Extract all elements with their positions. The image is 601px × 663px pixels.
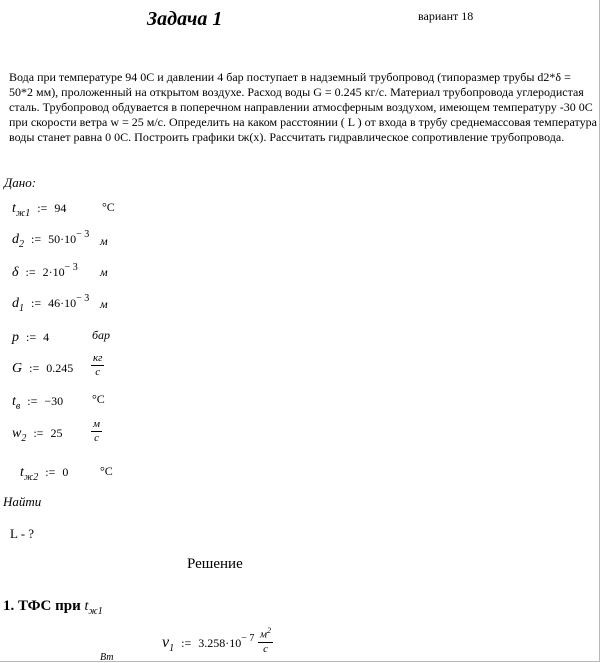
delta-unit: м	[100, 265, 108, 279]
given-delta: δ := $2\cdot 10^{- 3}$	[12, 262, 78, 280]
t-v-value: −30	[44, 394, 64, 408]
given-p: p := 4	[12, 330, 50, 345]
page-title: Задача 1	[147, 8, 223, 30]
t-v-unit: °C	[92, 392, 105, 406]
t-zh2-value: 0	[62, 465, 69, 479]
G-unit: $\frac{кг}{с}$	[93, 352, 103, 378]
d1-value: 46·10	[48, 296, 77, 310]
given-d2: $d_2$ := $50\cdot 10^{- 3}$	[12, 229, 90, 250]
given-label: Дано:	[4, 175, 37, 190]
given-t-zh1: $t_{ж1}$ := 94	[12, 201, 67, 219]
nu1-formula: $\nu_1$ := $3.258\cdot 10^{- 7}$	[162, 633, 255, 654]
section-1-heading: 1. ТФС при $t_{ж1}$	[3, 598, 103, 617]
t-zh1-value: 94	[54, 201, 67, 215]
p-value: 4	[43, 330, 50, 344]
w2-value: 25	[50, 426, 63, 440]
t-zh1-unit: °C	[102, 200, 115, 214]
t-zh2-unit: °C	[100, 464, 113, 478]
d2-unit: м	[100, 234, 108, 248]
G-value: 0.245	[46, 361, 74, 375]
variant-label: вариант 18	[418, 9, 474, 23]
given-w2: $w_2$ := 25	[12, 426, 63, 444]
cut-unit-text: Вт	[100, 652, 114, 663]
problem-statement: Вода при температуре 94 0С и давлении 4 бар поступает в надземный трубопровод (типоразмер трубы d2*δ = 50*2 мм), проложенный на открытом воздухе. Расход воды G = 0.245 кг/с. Материал трубопровода углеродистая сталь. Трубопровод обдувается в поперечном направлении атмосферным воздухом, имеющем температуру -30 0С при скорости ветра w = 25 м/с. Определить на каком расстоянии ( L ) от входа в трубу среднемассовая температура воды станет равна 0 0С. Построить графики tж(x). Рассчитать гидравлическое сопротивление трубопровода.	[9, 70, 597, 144]
d2-value: 50·10	[48, 232, 77, 246]
d1-unit: м	[100, 297, 108, 311]
nu1-value: 3.258·10	[198, 636, 242, 650]
given-t-zh2: $t_{ж2}$ := 0	[20, 465, 69, 483]
delta-value: 2·10	[42, 265, 65, 279]
find-label: Найти	[3, 494, 42, 509]
t-zh1-symbol: $t_{ж1}$	[12, 201, 31, 219]
solution-heading: Решение	[187, 556, 243, 572]
nu1-unit: $\frac{м^2}{с}$	[260, 626, 272, 655]
find-value: L - ?	[10, 526, 35, 541]
given-d1: $d_1$ := $46\cdot 10^{- 3}$	[12, 293, 90, 314]
p-unit: бар	[92, 328, 111, 342]
w2-unit: $\frac{м}{с}$	[93, 418, 101, 444]
given-G: G := 0.245	[12, 361, 74, 376]
given-t-v: $t_в$ := −30	[12, 394, 64, 412]
